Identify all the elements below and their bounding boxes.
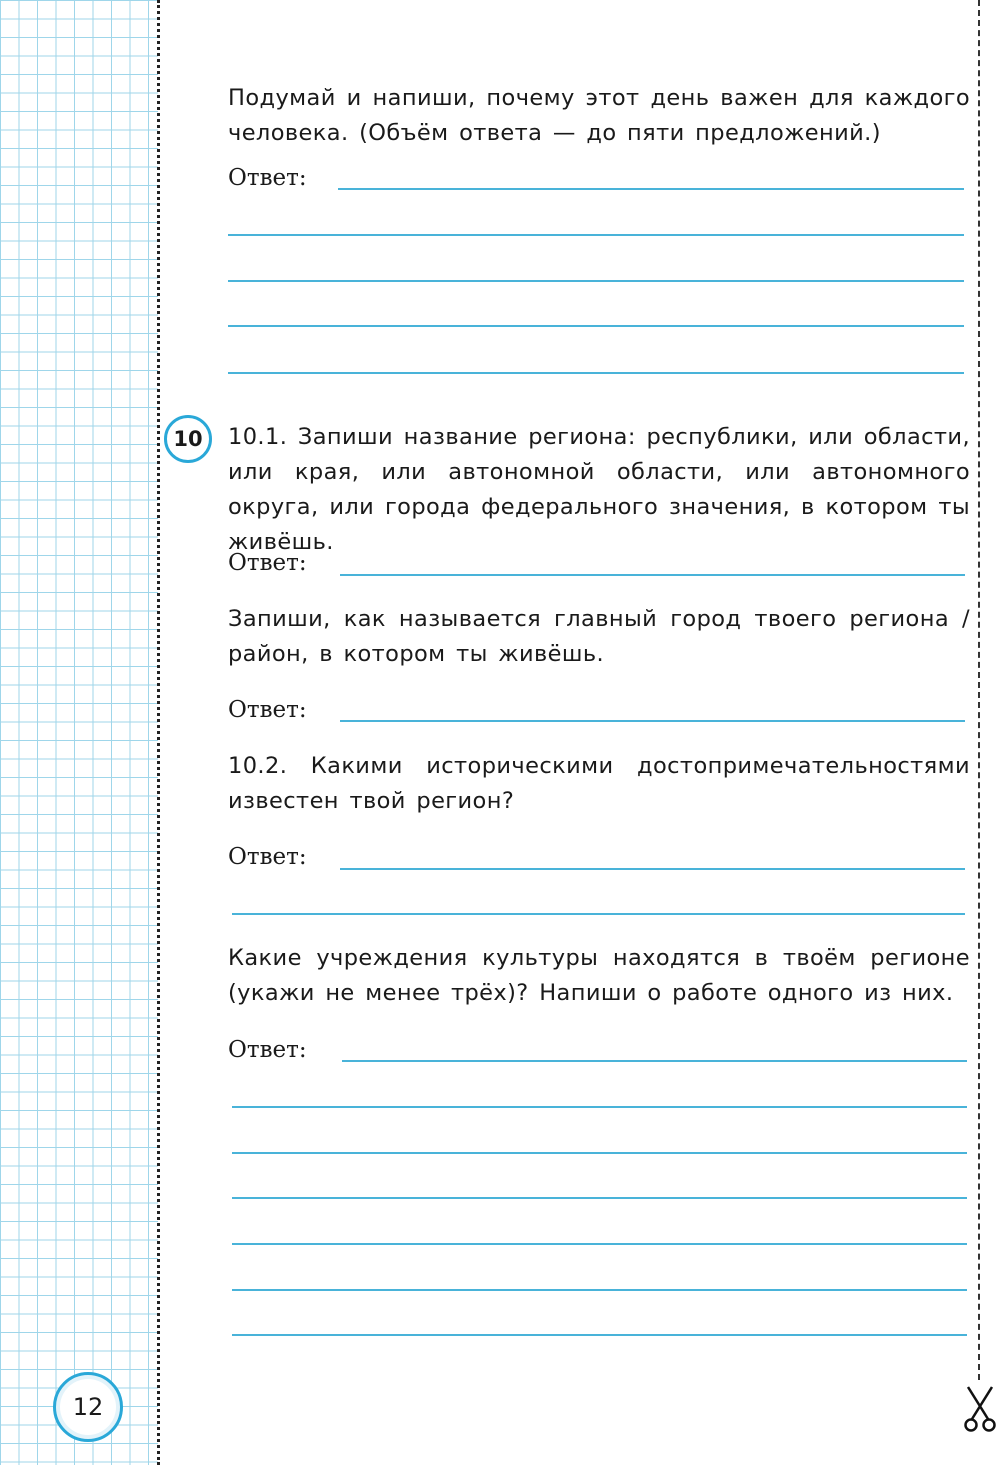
page-number-badge	[53, 1372, 123, 1442]
margin-dotted-line	[157, 0, 160, 1465]
answer-line[interactable]	[342, 1060, 967, 1062]
answer-line[interactable]	[232, 1243, 967, 1245]
answer-line[interactable]	[232, 913, 965, 915]
answer-line[interactable]	[338, 188, 964, 190]
answer-label: Ответ:	[228, 697, 307, 723]
scissors-icon	[962, 1385, 998, 1435]
answer-line[interactable]	[340, 720, 965, 722]
question-10-1-city: Запиши, как называется главный город твоего региона / район, в котором ты живёшь.	[228, 606, 970, 667]
answer-line[interactable]	[228, 372, 964, 374]
answer-label: Ответ:	[228, 550, 307, 576]
answer-label: Ответ:	[228, 844, 307, 870]
question-10-2-culture: Какие учреждения культуры находятся в твоём регионе (укажи не менее трёх)? Напиши о работе одного из них.	[228, 945, 970, 1006]
page-number: 12	[72, 1393, 104, 1421]
intro-question: Подумай и напиши, почему этот день важен для каждого человека. (Объём ответа — до пяти предложений.)	[228, 85, 970, 146]
cut-dashed-line	[978, 0, 980, 1380]
answer-line[interactable]	[232, 1289, 967, 1291]
answer-line[interactable]	[228, 280, 964, 282]
answer-line[interactable]	[228, 325, 964, 327]
answer-line[interactable]	[340, 868, 965, 870]
answer-label: Ответ:	[228, 1037, 307, 1063]
question-10-1: 10.1. Запиши название региона: республики, или области, или края, или автономной области, или автономного округа, или города федерального значения, в котором ты живёшь.	[228, 424, 970, 555]
graph-paper-margin	[0, 0, 158, 1465]
task-number-badge: 10	[164, 415, 212, 463]
answer-line[interactable]	[228, 234, 964, 236]
answer-line[interactable]	[232, 1334, 967, 1336]
answer-label: Ответ:	[228, 165, 307, 191]
answer-line[interactable]	[232, 1197, 967, 1199]
answer-line[interactable]	[232, 1106, 967, 1108]
answer-line[interactable]	[340, 574, 965, 576]
answer-line[interactable]	[232, 1152, 967, 1154]
question-10-2: 10.2. Какими историческими достопримечательностями известен твой регион?	[228, 753, 970, 814]
